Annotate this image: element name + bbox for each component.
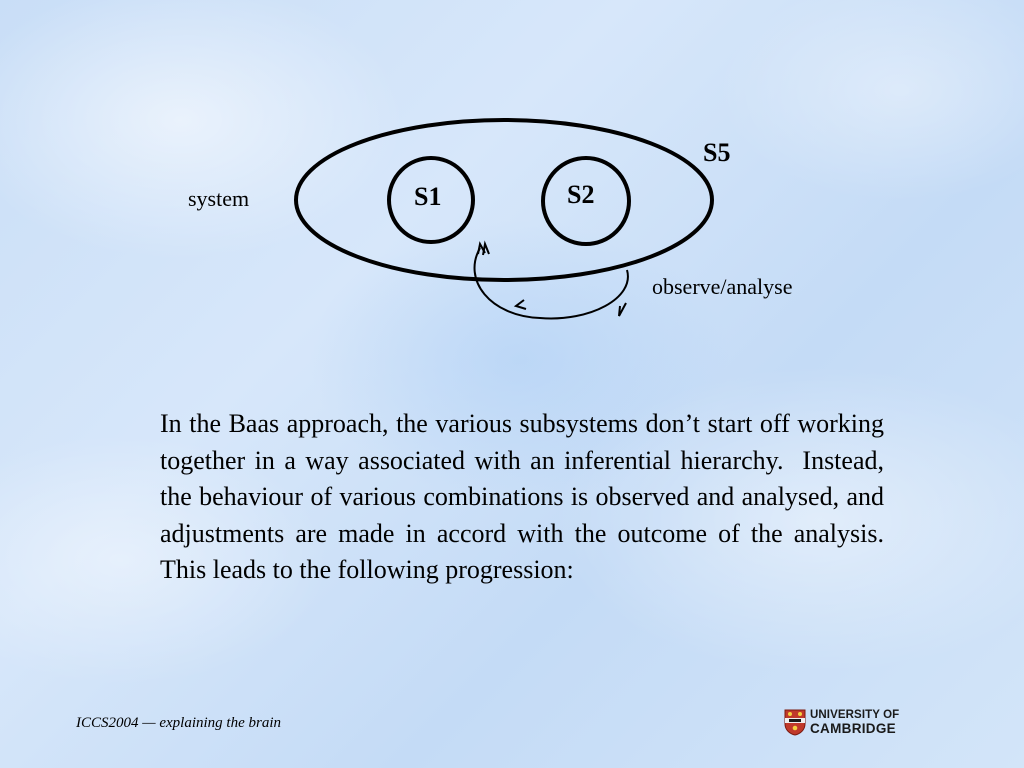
s1-label: S1 xyxy=(414,182,442,211)
body-paragraph: In the Baas approach, the various subsystems don’t start off working together in a way associated with an inferential hierarchy. Instead, the behaviour of various combinations is observed and analysed, and adjustments are made in accord with the outcome of the analysis. This leads to the following progression: xyxy=(160,409,897,584)
s2-label: S2 xyxy=(567,180,595,209)
system-s5-ellipse xyxy=(296,120,712,280)
s5-label: S5 xyxy=(703,138,731,167)
logo-line-university: UNIVERSITY OF xyxy=(810,709,900,721)
logo-line-cambridge: CAMBRIDGE xyxy=(810,721,896,736)
footer-caption: ICCS2004 — explaining the brain xyxy=(76,715,281,731)
system-label: system xyxy=(188,186,250,211)
observe-loop-arc xyxy=(475,248,628,318)
university-logo xyxy=(784,707,924,737)
cambridge-crest-icon xyxy=(784,709,806,736)
observe-analyse-label: observe/analyse xyxy=(652,274,793,299)
